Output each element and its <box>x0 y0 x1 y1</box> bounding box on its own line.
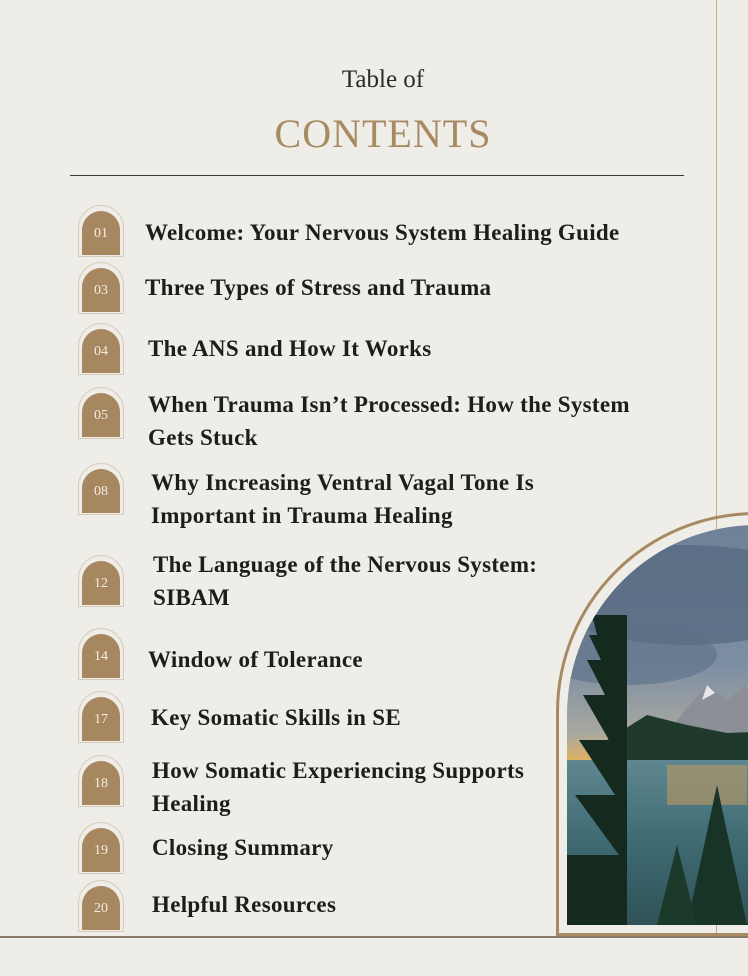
landscape-illustration <box>567 525 748 925</box>
toc-title: Why Increasing Ventral Vagal Tone Is Important in Trauma Healing <box>151 470 534 528</box>
toc-title: Welcome: Your Nervous System Healing Guide <box>145 220 620 245</box>
page-badge: 12 <box>82 561 120 605</box>
page-badge: 01 <box>82 211 120 255</box>
page-badge: 17 <box>82 697 120 741</box>
toc-title: How Somatic Experiencing Supports Healing <box>152 758 525 816</box>
page-badge: 08 <box>82 469 120 513</box>
toc-heading-small: Table of <box>341 66 425 93</box>
toc-title: Key Somatic Skills in SE <box>151 705 402 730</box>
toc-title: Three Types of Stress and Trauma <box>145 275 492 300</box>
toc-title: Helpful Resources <box>152 892 337 917</box>
toc-heading-big: CONTENTS <box>274 111 492 156</box>
toc-title: Closing Summary <box>152 835 334 860</box>
page-badge: 14 <box>82 634 120 678</box>
page-badge: 20 <box>82 886 120 930</box>
page-badge: 03 <box>82 268 120 312</box>
page-badge: 19 <box>82 828 120 872</box>
page-badge: 18 <box>82 761 120 805</box>
page-badge: 05 <box>82 393 120 437</box>
page-badge: 04 <box>82 329 120 373</box>
toc-title: The Language of the Nervous System: SIBAM <box>153 552 538 610</box>
heading-rule <box>70 175 684 176</box>
toc-title: When Trauma Isn’t Processed: How the System Gets Stuck <box>148 392 630 450</box>
toc-title: The ANS and How It Works <box>148 336 432 361</box>
lake-mountain-photo <box>567 525 748 925</box>
bottom-rule <box>0 936 748 938</box>
toc-title: Window of Tolerance <box>148 647 363 672</box>
